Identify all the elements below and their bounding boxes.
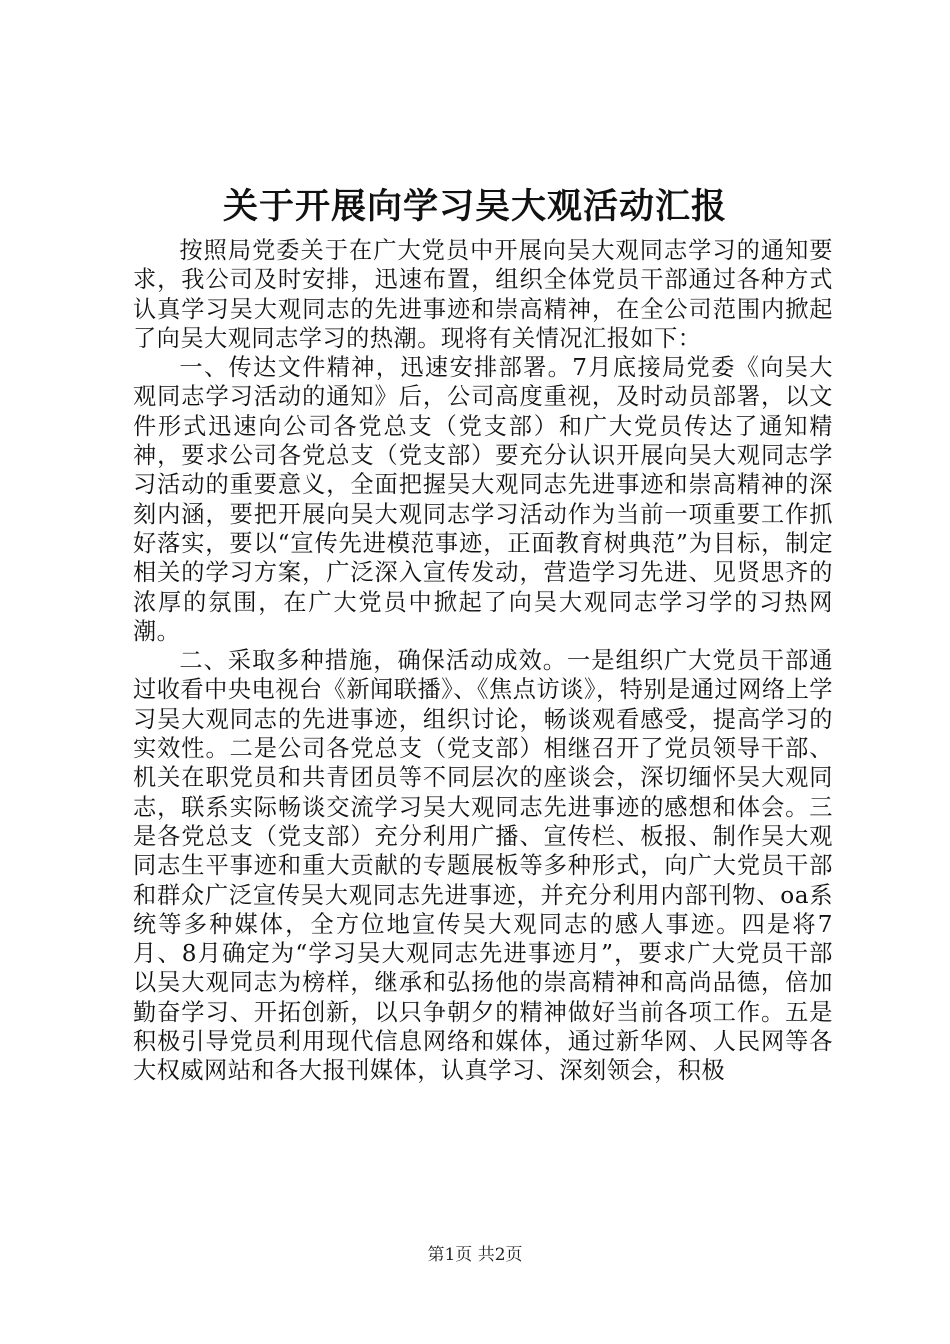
page-number-footer: 第1页 共2页 (427, 1245, 523, 1265)
section-one-paragraph: 一、传达文件精神，迅速安排部署。7月底接局党委《向吴大观同志学习活动的通知》后，公司高度重视，及时动员部署，以文件形式迅速向公司各党总支（党支部）和广大党员传达了通知精神，要求公司各党总支（党支部）要充分认识开展向吴大观同志学习活动的重要意义，全面把握吴大观同志先进事迹和崇高精神的深刻内涵，要把开展向吴大观同志学习活动作为当前一项重要工作抓好落实，要以“宣传先进模范事迹，正面教育树典范”为目标，制定相关的学习方案，广泛深入宣传发动，营造学习先进、见贤思齐的浓厚的氛围，在广大党员中掀起了向吴大观同志学习学的习热网潮。 (133, 354, 833, 645)
document-title: 关于开展向学习吴大观活动汇报 (222, 186, 727, 227)
section-two-paragraph: 二、采取多种措施，确保活动成效。一是组织广大党员干部通过收看中央电视台《新闻联播》、《焦点访谈》，特别是通过网络上学习吴大观同志的先进事迹，组织讨论，畅谈观看感受，提高学习的实效性。二是公司各党总支（党支部）相继召开了党员领导干部、机关在职党员和共青团员等不同层次的座谈会，深切缅怀吴大观同志，联系实际畅谈交流学习吴大观同志先进事迹的感想和体会。三是各党总支（党支部）充分利用广播、宣传栏、板报、制作吴大观同志生平事迹和重大贡献的专题展板等多种形式，向广大党员干部和群众广泛宣传吴大观同志先进事迹，并充分利用内部刊物、oa系统等多种媒体，全方位地宣传吴大观同志的感人事迹。四是将7月、8月确定为“学习吴大观同志先进事迹月”，要求广大党员干部以吴大观同志为榜样，继承和弘扬他的崇高精神和高尚品德，倍加勤奋学习、开拓创新，以只争朝夕的精神做好当前各项工作。五是积极引导党员利用现代信息网络和媒体，通过新华网、人民网等各大权威网站和各大报刊媒体，认真学习、深刻领会，积极 (133, 647, 833, 1085)
intro-paragraph: 按照局党委关于在广大党员中开展向吴大观同志学习的通知要求，我公司及时安排，迅速布置，组织全体党员干部通过各种方式认真学习吴大观同志的先进事迹和崇高精神，在全公司范围内掀起了向吴大观同志学习的热潮。现将有关情况汇报如下： (133, 237, 833, 352)
document-body (133, 236, 833, 1086)
